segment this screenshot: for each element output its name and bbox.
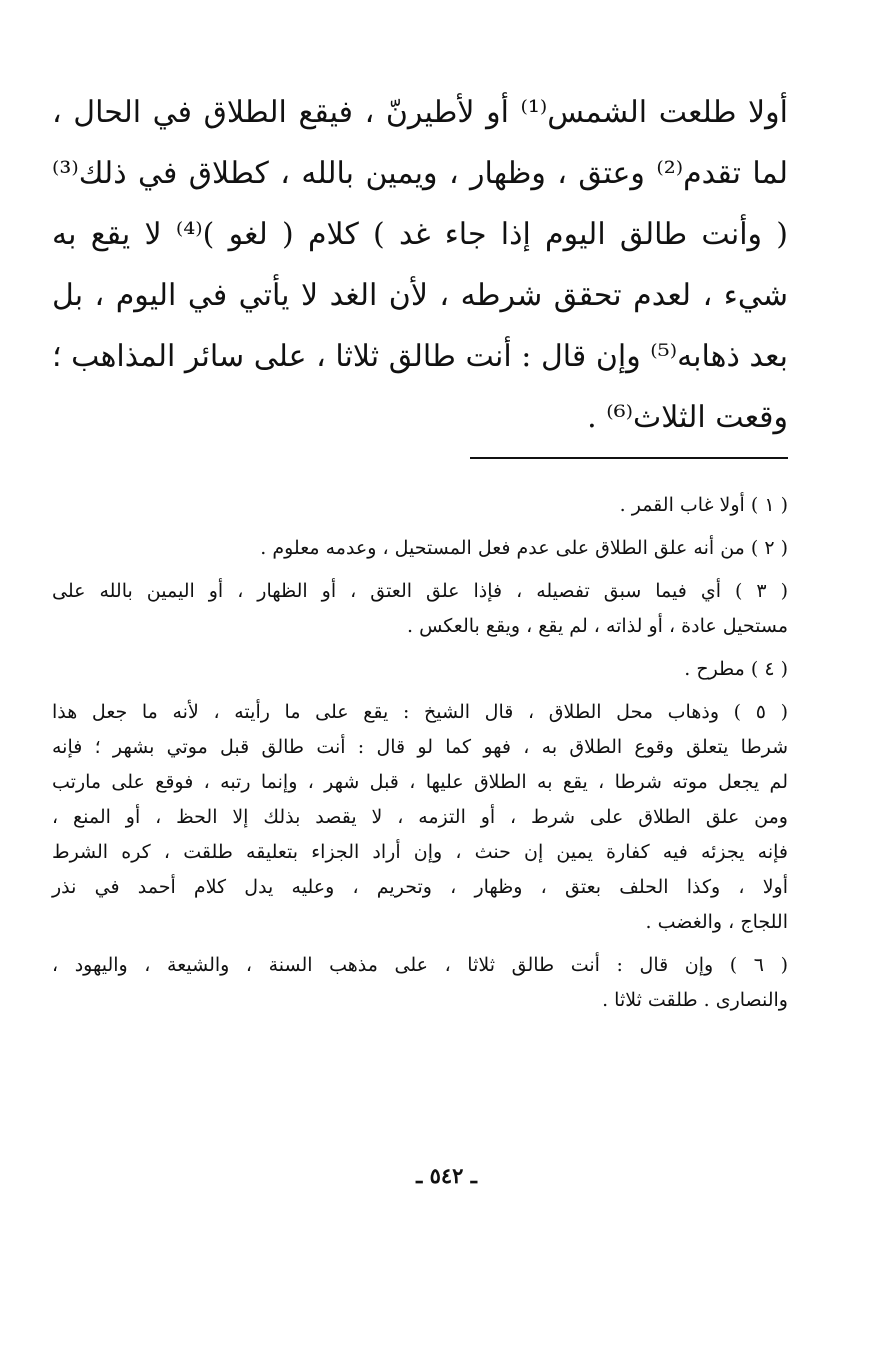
main-line: بعد ذهابه⁽⁵⁾ وإن قال : أنت طالق ثلاثا ، على سائر المذاهب ؛ — [52, 339, 788, 374]
footnote-line: والنصارى . طلقت ثلاثا . — [602, 989, 788, 1011]
footnote-line: ( ٢ ) من أنه علق الطلاق على عدم فعل المستحيل ، وعدمه معلوم . — [260, 537, 788, 559]
footnote-line: فإنه يجزئه فيه كفارة يمين إن حنث ، وإن أراد الجزاء بتعليقه طلقت ، كره الشرط — [52, 841, 788, 863]
main-line: لما تقدم⁽²⁾ وعتق ، وظهار ، ويمين بالله ، كطلاق في ذلك⁽³⁾ — [52, 156, 788, 191]
footnote-1 — [52, 488, 788, 523]
footnote-line: ( ٦ ) وإن قال : أنت طالق ثلاثا ، على مذهب السنة ، والشيعة ، واليهود ، — [52, 954, 788, 976]
main-line: ( وأنت طالق اليوم إذا جاء غد ) كلام ( لغو )⁽⁴⁾ لا يقع به — [52, 217, 788, 252]
footnote-5 — [52, 695, 788, 940]
main-text — [52, 82, 788, 448]
footnote-line: ( ٥ ) وذهاب محل الطلاق ، قال الشيخ : يقع على ما رأيته ، لأنه ما جعل هذا — [52, 701, 789, 723]
main-line: وقعت الثلاث⁽⁶⁾ . — [587, 400, 788, 435]
footnote-line: ( ٣ ) أي فيما سبق تفصيله ، فإذا علق العتق ، أو الظهار ، أو اليمين بالله على — [52, 580, 789, 602]
footnote-2 — [52, 531, 788, 566]
footnote-line: اللجاج ، والغضب . — [645, 911, 788, 933]
footnote-line: ( ٤ ) مطرح . — [684, 658, 788, 680]
footnote-divider — [470, 457, 788, 459]
footnote-3 — [52, 574, 788, 644]
footnote-line: ومن علق الطلاق على شرط ، أو التزمه ، لا يقصد بذلك إلا الحظ ، أو المنع ، — [52, 806, 788, 828]
footnote-line: مستحيل عادة ، أو لذاته ، لم يقع ، ويقع بالعكس . — [406, 615, 788, 637]
page-number: ـ ٥٤٢ ـ — [416, 1163, 477, 1188]
footnote-6 — [52, 948, 788, 1018]
main-line: أولا طلعت الشمس⁽¹⁾ أو لأطيرنّ ، فيقع الطلاق في الحال ، — [52, 95, 788, 130]
footnote-line: ( ١ ) أولا غاب القمر . — [619, 494, 788, 516]
footnote-4 — [52, 652, 788, 687]
main-line: شيء ، لعدم تحقق شرطه ، لأن الغد لا يأتي في اليوم ، بل — [52, 278, 788, 313]
footnote-line: شرطا يتعلق وقوع الطلاق به ، فهو كما لو قال : أنت طالق قبل موتي بشهر ؛ فإنه — [52, 736, 788, 758]
footnotes — [52, 488, 788, 1026]
footnote-line: أولا ، وكذا الحلف بعتق ، وظهار ، وتحريم ، وعليه يدل كلام أحمد في نذر — [52, 876, 788, 898]
footnote-line: لم يجعل موته شرطا ، يقع به الطلاق عليها ، قبل شهر ، وإنما رتبه ، فوقع على مارتب — [52, 771, 788, 793]
